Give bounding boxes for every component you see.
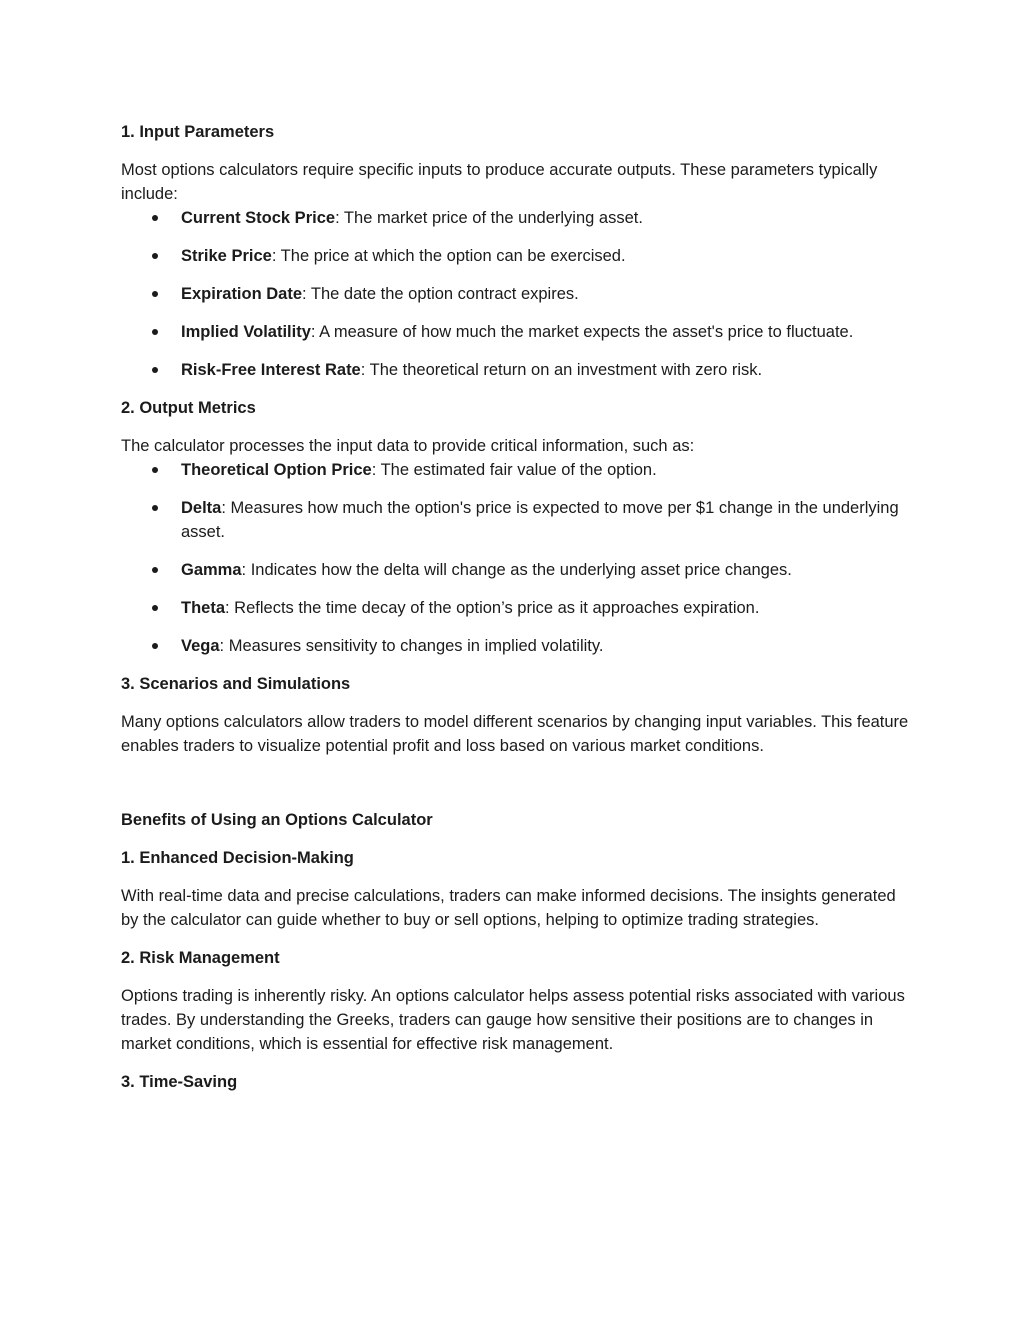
list-item xyxy=(121,320,911,344)
input-parameters-list xyxy=(121,206,911,382)
section-intro: The calculator processes the input data to provide critical information, such as: xyxy=(121,437,695,455)
list-item xyxy=(121,496,911,544)
section-heading: 1. Input Parameters xyxy=(121,123,275,141)
section-intro: Most options calculators require specific inputs to produce accurate outputs. These parameters typically include: xyxy=(121,161,878,203)
list-item xyxy=(121,458,911,482)
list-item-desc: : Measures sensitivity to changes in implied volatility. xyxy=(219,637,604,655)
list-item-desc: : Measures how much the option's price is expected to move per $1 change in the underlying asset. xyxy=(181,499,899,541)
list-item xyxy=(121,634,911,658)
list-item xyxy=(121,206,911,230)
benefits-title: Benefits of Using an Options Calculator xyxy=(121,811,433,829)
list-item-desc: : Indicates how the delta will change as the underlying asset price changes. xyxy=(241,561,792,579)
subsection-body: With real-time data and precise calculations, traders can make informed decisions. The insights generated by the calculator can guide whether to buy or sell options, helping to optimize trading strategies. xyxy=(121,887,896,929)
list-item xyxy=(121,358,911,382)
list-item-term: Vega xyxy=(181,637,220,655)
list-item-desc: : The date the option contract expires. xyxy=(302,285,579,303)
subsection-heading: 1. Enhanced Decision-Making xyxy=(121,849,354,867)
section-heading: 3. Scenarios and Simulations xyxy=(121,675,351,693)
list-item-desc: : A measure of how much the market expects the asset's price to fluctuate. xyxy=(310,323,854,341)
list-item-desc: : The estimated fair value of the option. xyxy=(371,461,657,479)
section-body: Many options calculators allow traders to model different scenarios by changing input variables. This feature enables traders to visualize potential profit and loss based on various market conditions. xyxy=(121,713,909,755)
list-item-desc: : The theoretical return on an investment with zero risk. xyxy=(360,361,763,379)
list-item-term: Gamma xyxy=(181,561,242,579)
document-body xyxy=(121,120,911,1094)
section-heading: 2. Output Metrics xyxy=(121,399,256,417)
list-item-desc: : The price at which the option can be exercised. xyxy=(271,247,626,265)
list-item-desc: : The market price of the underlying asset. xyxy=(335,209,643,227)
subsection-heading: 3. Time-Saving xyxy=(121,1073,238,1091)
list-item-term: Current Stock Price xyxy=(181,209,336,227)
subsection-body: Options trading is inherently risky. An options calculator helps assess potential risks associated with various trades. By understanding the Greeks, traders can gauge how sensitive their positions are to changes in market conditions, which is essential for effective risk management. xyxy=(121,987,905,1053)
list-item-term: Implied Volatility xyxy=(181,323,311,341)
list-item-term: Theoretical Option Price xyxy=(181,461,372,479)
list-item-term: Risk-Free Interest Rate xyxy=(181,361,361,379)
list-item xyxy=(121,244,911,268)
list-item-term: Strike Price xyxy=(181,247,272,265)
list-item xyxy=(121,558,911,582)
list-item-desc: : Reflects the time decay of the option’s price as it approaches expiration. xyxy=(225,599,760,617)
list-item xyxy=(121,596,911,620)
output-metrics-list xyxy=(121,458,911,658)
list-item xyxy=(121,282,911,306)
list-item-term: Theta xyxy=(181,599,226,617)
subsection-heading: 2. Risk Management xyxy=(121,949,280,967)
list-item-term: Delta xyxy=(181,499,222,517)
list-item-term: Expiration Date xyxy=(181,285,303,303)
